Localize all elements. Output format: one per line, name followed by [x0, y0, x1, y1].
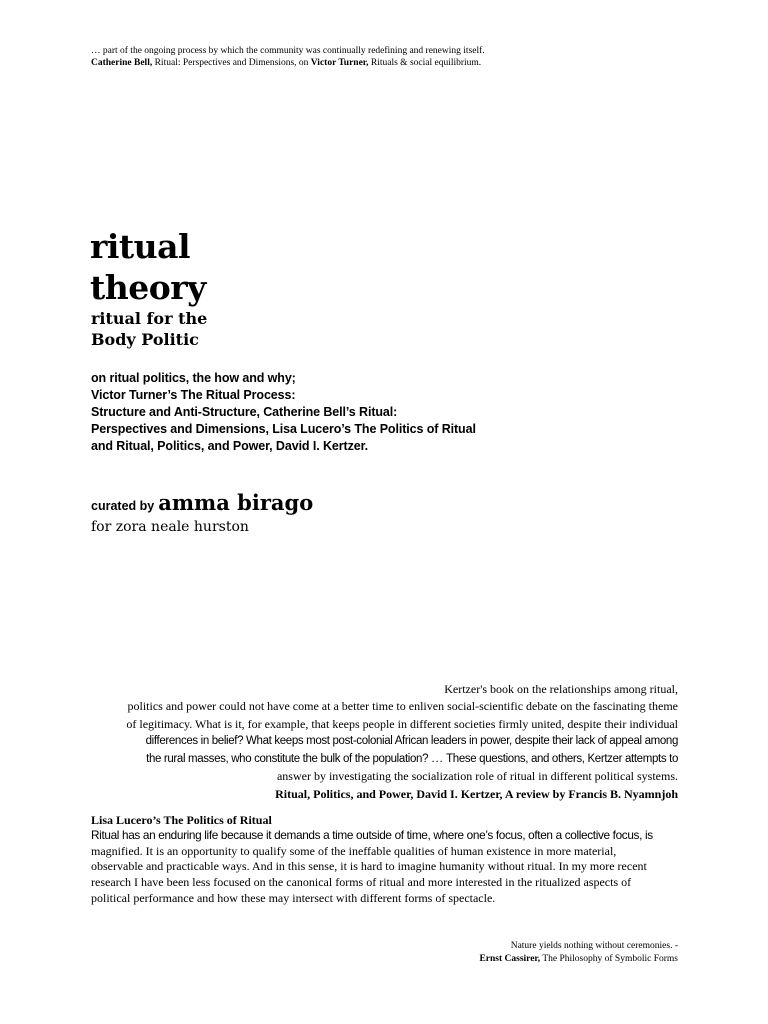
curator-name: amma birago	[158, 490, 314, 515]
subtitle	[91, 308, 207, 350]
subtitle-line-2: Body Politic	[91, 330, 199, 349]
lucero-line: magnified. It is an opportunity to qualify some of the ineffable qualities of human existence in more material,	[91, 843, 617, 858]
top-epigraph-source: Ritual: Perspectives and Dimensions, on	[152, 58, 311, 68]
kertzer-review-excerpt	[90, 681, 678, 803]
bottom-epigraph-citation	[300, 953, 678, 966]
lucero-body	[91, 828, 691, 907]
subtitle-line-1: ritual for the	[91, 309, 208, 328]
top-epigraph-subject: Victor Turner,	[310, 58, 369, 68]
lucero-line: political performance and how these may intersect with different forms of spectacle.	[91, 890, 496, 905]
curation-line	[91, 490, 313, 515]
description-line: Perspectives and Dimensions, Lisa Lucero’s The Politics of Ritual	[91, 422, 476, 436]
top-epigraph-source-end: Rituals & social equilibrium.	[368, 58, 482, 68]
lucero-line: research I have been less focused on the canonical forms of ritual and more interested in the ritualized aspects of	[91, 875, 632, 890]
top-epigraph	[91, 45, 691, 69]
review-line: answer by investigating the socialization role of ritual in different political systems.	[276, 769, 678, 784]
top-epigraph-author: Catherine Bell,	[91, 58, 153, 68]
description-line: Victor Turner’s The Ritual Process:	[91, 388, 296, 402]
lucero-heading: Lisa Lucero’s The Politics of Ritual	[91, 813, 272, 827]
title-line-1: ritual	[90, 227, 191, 266]
review-line: Kertzer's book on the relationships among ritual,	[444, 682, 678, 696]
description-line: and Ritual, Politics, and Power, David I. Kertzer.	[91, 439, 369, 453]
title-line-2: theory	[90, 268, 206, 307]
review-line: of legitimacy. What is it, for example, that keeps people in different societies firmly united, despite their individual	[126, 716, 678, 731]
review-line: politics and power could not have come at a better time to enliven social-scientific debate on the fascinating theme	[127, 699, 678, 714]
review-line-start: the rural masses, who constitute the bulk of the population?	[146, 753, 429, 766]
review-line	[90, 750, 678, 768]
review-line: differences in belief? What keeps most post-colonial African leaders in power, despite their lack of appeal among	[145, 734, 678, 747]
top-epigraph-quote: … part of the ongoing process by which the community was continually redefining and renewing itself.	[91, 46, 485, 56]
bottom-epigraph	[300, 940, 678, 966]
review-citation: Ritual, Politics, and Power, David I. Kertzer, A review by Francis B. Nyamnjoh	[275, 786, 678, 801]
description	[91, 370, 551, 455]
bottom-epigraph-source: The Philosophy of Symbolic Forms	[540, 954, 678, 964]
lucero-line: Ritual has an enduring life because it demands a time outside of time, where one’s focus, often a collective focus, is	[91, 828, 653, 842]
review-ellipsis: …	[428, 751, 447, 766]
lucero-line: observable and practicable ways. And in this sense, it is hard to imagine humanity without ritual. In my more recent	[91, 859, 647, 874]
description-line: Structure and Anti-Structure, Catherine Bell’s Ritual:	[91, 405, 398, 419]
bottom-epigraph-author: Ernst Cassirer,	[479, 954, 541, 964]
description-line: on ritual politics, the how and why;	[91, 371, 296, 385]
curated-by-label: curated by	[91, 499, 155, 513]
top-epigraph-citation	[91, 57, 691, 69]
dedication: for zora neale hurston	[91, 519, 249, 535]
review-line-end: These questions, and others, Kertzer attempts to	[446, 753, 678, 766]
bottom-epigraph-quote: Nature yields nothing without ceremonies. -	[510, 941, 678, 951]
